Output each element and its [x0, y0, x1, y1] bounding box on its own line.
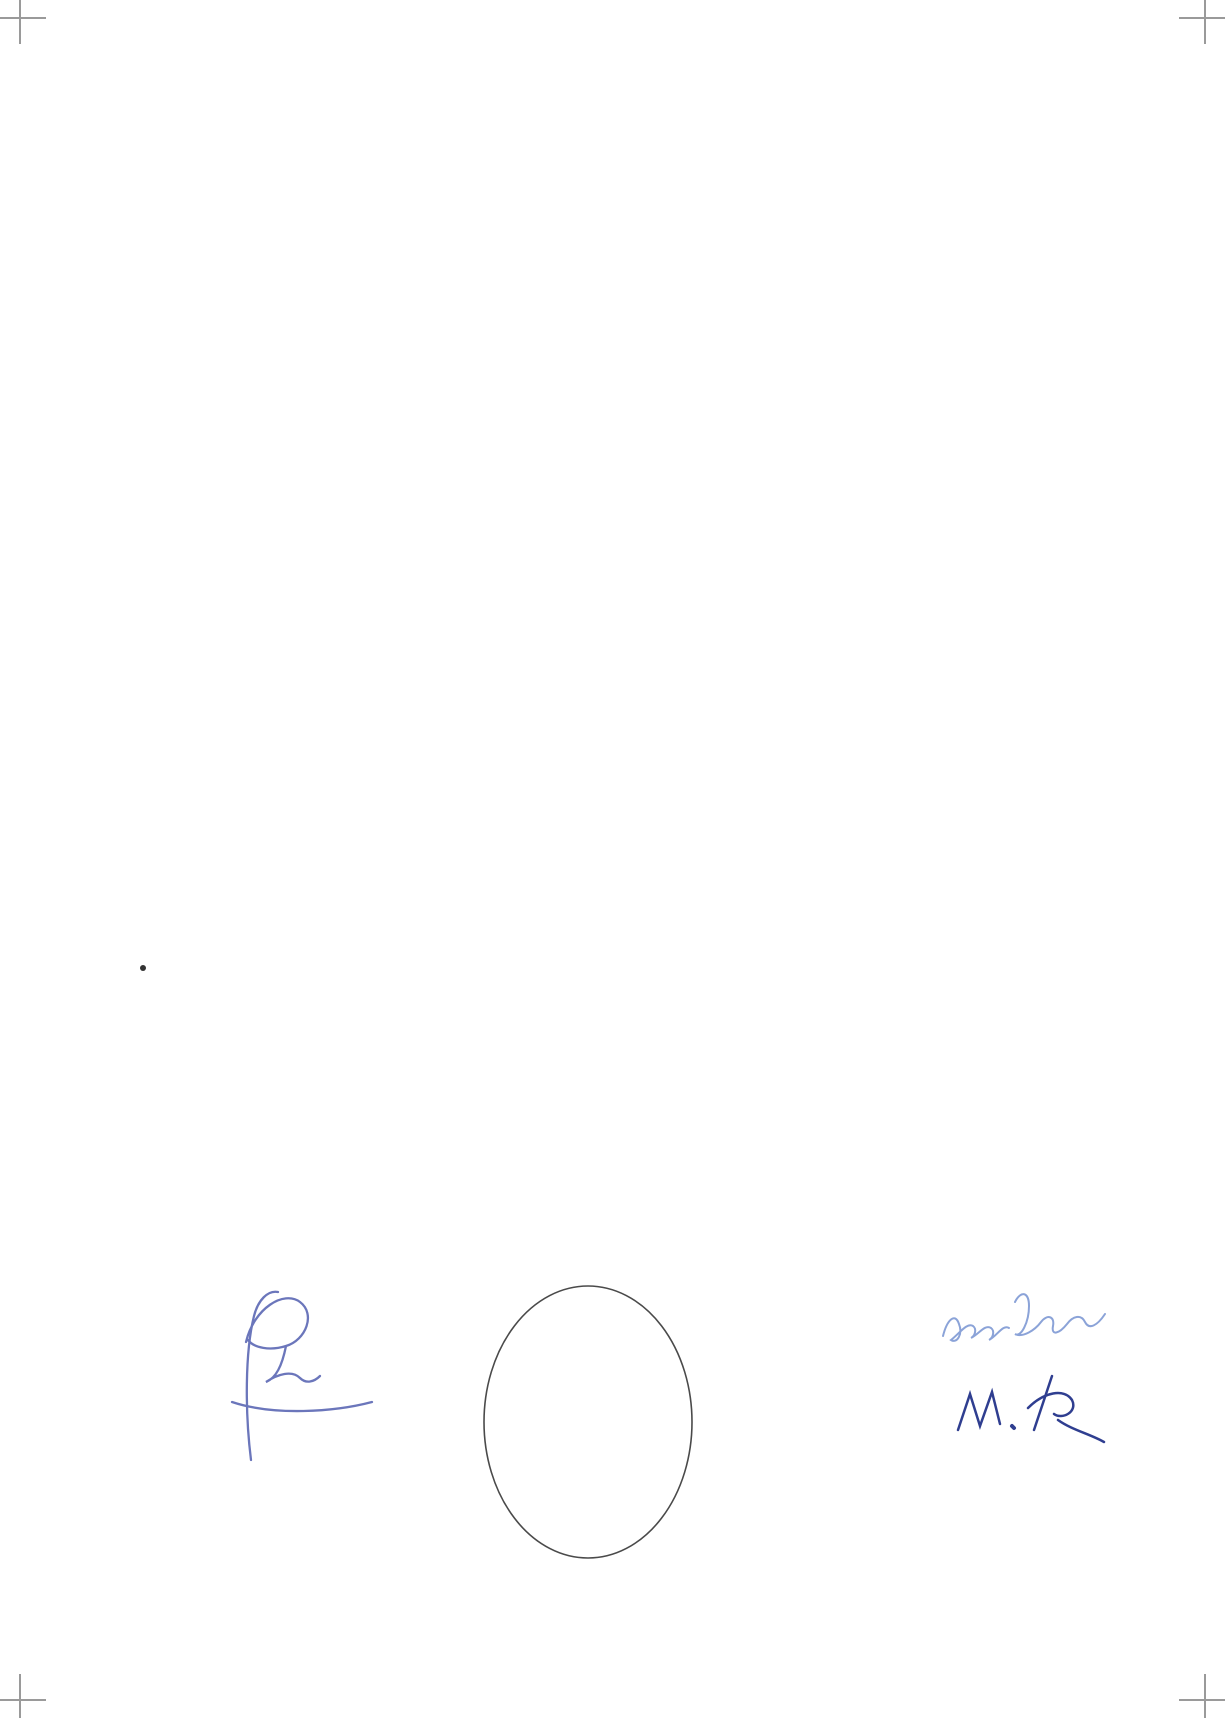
- martin-podavka-signature: [935, 1278, 1110, 1363]
- company-stamp: [478, 1280, 698, 1564]
- field-training-date: [108, 826, 1015, 871]
- expert-group-item: [158, 950, 1015, 984]
- field-certificate-number: [108, 871, 1015, 916]
- field-birthdate: [108, 691, 1015, 736]
- field-program: [108, 646, 1015, 691]
- field-person-id: [108, 781, 1015, 826]
- vector-logo: [108, 106, 1015, 134]
- field-address: [108, 736, 1015, 781]
- certificate-fields: [108, 646, 1015, 961]
- miroslav-skvara-signature: [948, 1368, 1113, 1468]
- qr-code: [884, 124, 1078, 318]
- expert-groups-list: [130, 950, 1015, 984]
- jakub-skvara-signature: [188, 1282, 378, 1467]
- stamp-logo: [478, 1396, 698, 1418]
